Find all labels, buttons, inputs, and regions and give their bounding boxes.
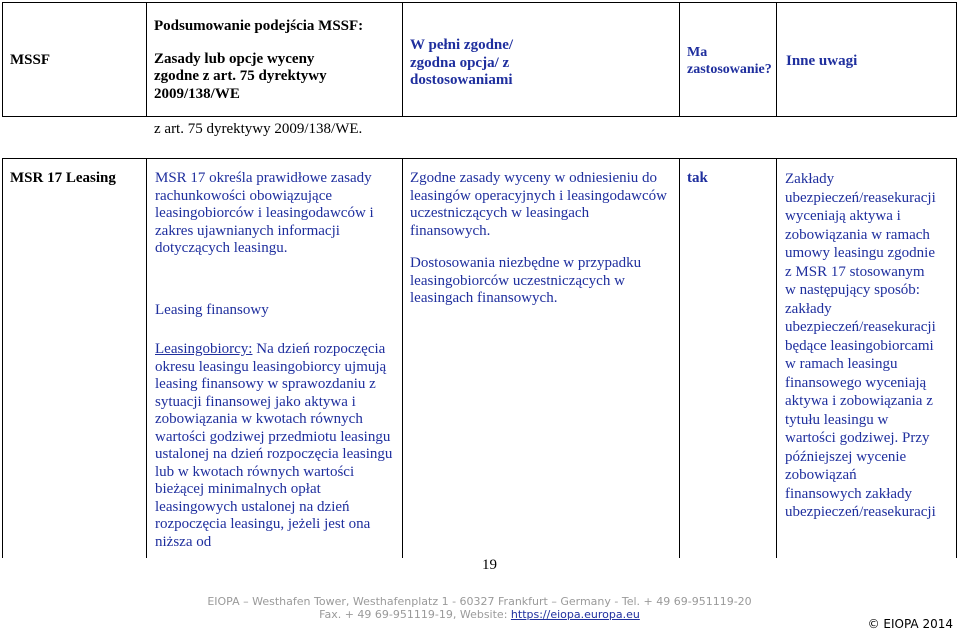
header-approach-title: Podsumowanie podejścia MSSF: (154, 18, 364, 34)
header-approach-note: z art. 75 dyrektywy 2009/138/WE. (154, 121, 363, 137)
column-divider-1 (146, 2, 147, 116)
table-border-right-body (956, 158, 957, 558)
compliance-paragraph-1: Zgodne zasady wyceny w odniesieniu do leasingów operacyjnych i leasingodawców uczestniczących w leasingach finansowych. (410, 170, 667, 239)
table-header-divider (2, 116, 957, 117)
compliance-paragraph-2: Dostosowania niezbędne w przypadku leasingobiorców uczestniczących w leasingach finansowych. (410, 255, 642, 306)
table-border-left (2, 2, 3, 116)
footer-copyright: © EIOPA 2014 (867, 617, 953, 631)
header-approach-subtitle: Zasady lub opcje wyceny zgodne z art. 75 dyrektywy 2009/138/WE (154, 50, 327, 102)
lessee-text: Na dzień rozpoczęcia okresu leasingu leasingobiorcy ujmują leasing finansowy w sprawozdaniu z sytuacji finansowej jako aktywa i zobowiązania w kwotach równych wartości godziwej przedmiotu leasingu ustalonej na dzień rozpoczęcia leasingu lub w kwotach równych wartości bieżącej minimalnych opłat leasingowych ustalonej na dzień rozpoczęcia leasingu, jeżeli jest ona niższa od (155, 341, 393, 550)
header-applicable: Ma zastosowanie? (687, 45, 772, 77)
table-border-right (956, 2, 957, 116)
column-divider-1-body (146, 158, 147, 558)
footer-website-link[interactable]: https://eiopa.europa.eu (510, 608, 640, 621)
lessee-label: Leasingobiorcy: (155, 341, 253, 357)
footer-contact (0, 608, 959, 621)
header-other-remarks: Inne uwagi (786, 53, 858, 69)
footer-fax: Fax. + 49 69-951119-19, Website: (319, 608, 511, 621)
column-divider-4-body (776, 158, 777, 558)
row-standard-name: MSR 17 Leasing (10, 170, 116, 186)
row-applicable-value: tak (687, 170, 708, 186)
summary-lessee-paragraph (155, 341, 395, 551)
header-mssf: MSSF (10, 52, 51, 68)
table-border-left-body (2, 158, 3, 558)
summary-intro: MSR 17 określa prawidłowe zasady rachunkowości obowiązujące leasingobiorców i leasingodawców i zakres ujawnianych informacji dotyczących leasingu. (155, 170, 374, 256)
page-number: 19 (482, 557, 497, 573)
header-approach-summary (154, 18, 394, 103)
column-divider-4 (776, 2, 777, 116)
column-divider-2 (402, 2, 403, 116)
column-divider-3 (679, 2, 680, 116)
row-summary (155, 170, 395, 551)
column-divider-3-body (679, 158, 680, 558)
row-compliance (410, 170, 672, 308)
summary-section-heading: Leasing finansowy (155, 301, 269, 318)
footer-address: EIOPA – Westhafen Tower, Westhafenplatz 1 - 60327 Frankfurt – Germany - Tel. + 49 69-951119-20 (207, 595, 752, 608)
row-remarks: Zakłady ubezpieczeń/reasekuracji wyceniają aktywa i zobowiązania w ramach umowy leasingu zgodnie z MSR 17 stosowanym w następujący sposób: zakłady ubezpieczeń/reasekuracji będące leasingobiorcami w ramach leasingu finansowego wyceniają aktywa i zobowiązania z tytułu leasingu w wartości godziwej. Przy późniejszej wycenie zobowiązań finansowych zakłady ubezpieczeń/reasekuracji (785, 171, 936, 520)
column-divider-2-body (402, 158, 403, 558)
header-compliance: W pełni zgodne/ zgodna opcja/ z dostosowaniami (410, 37, 514, 88)
